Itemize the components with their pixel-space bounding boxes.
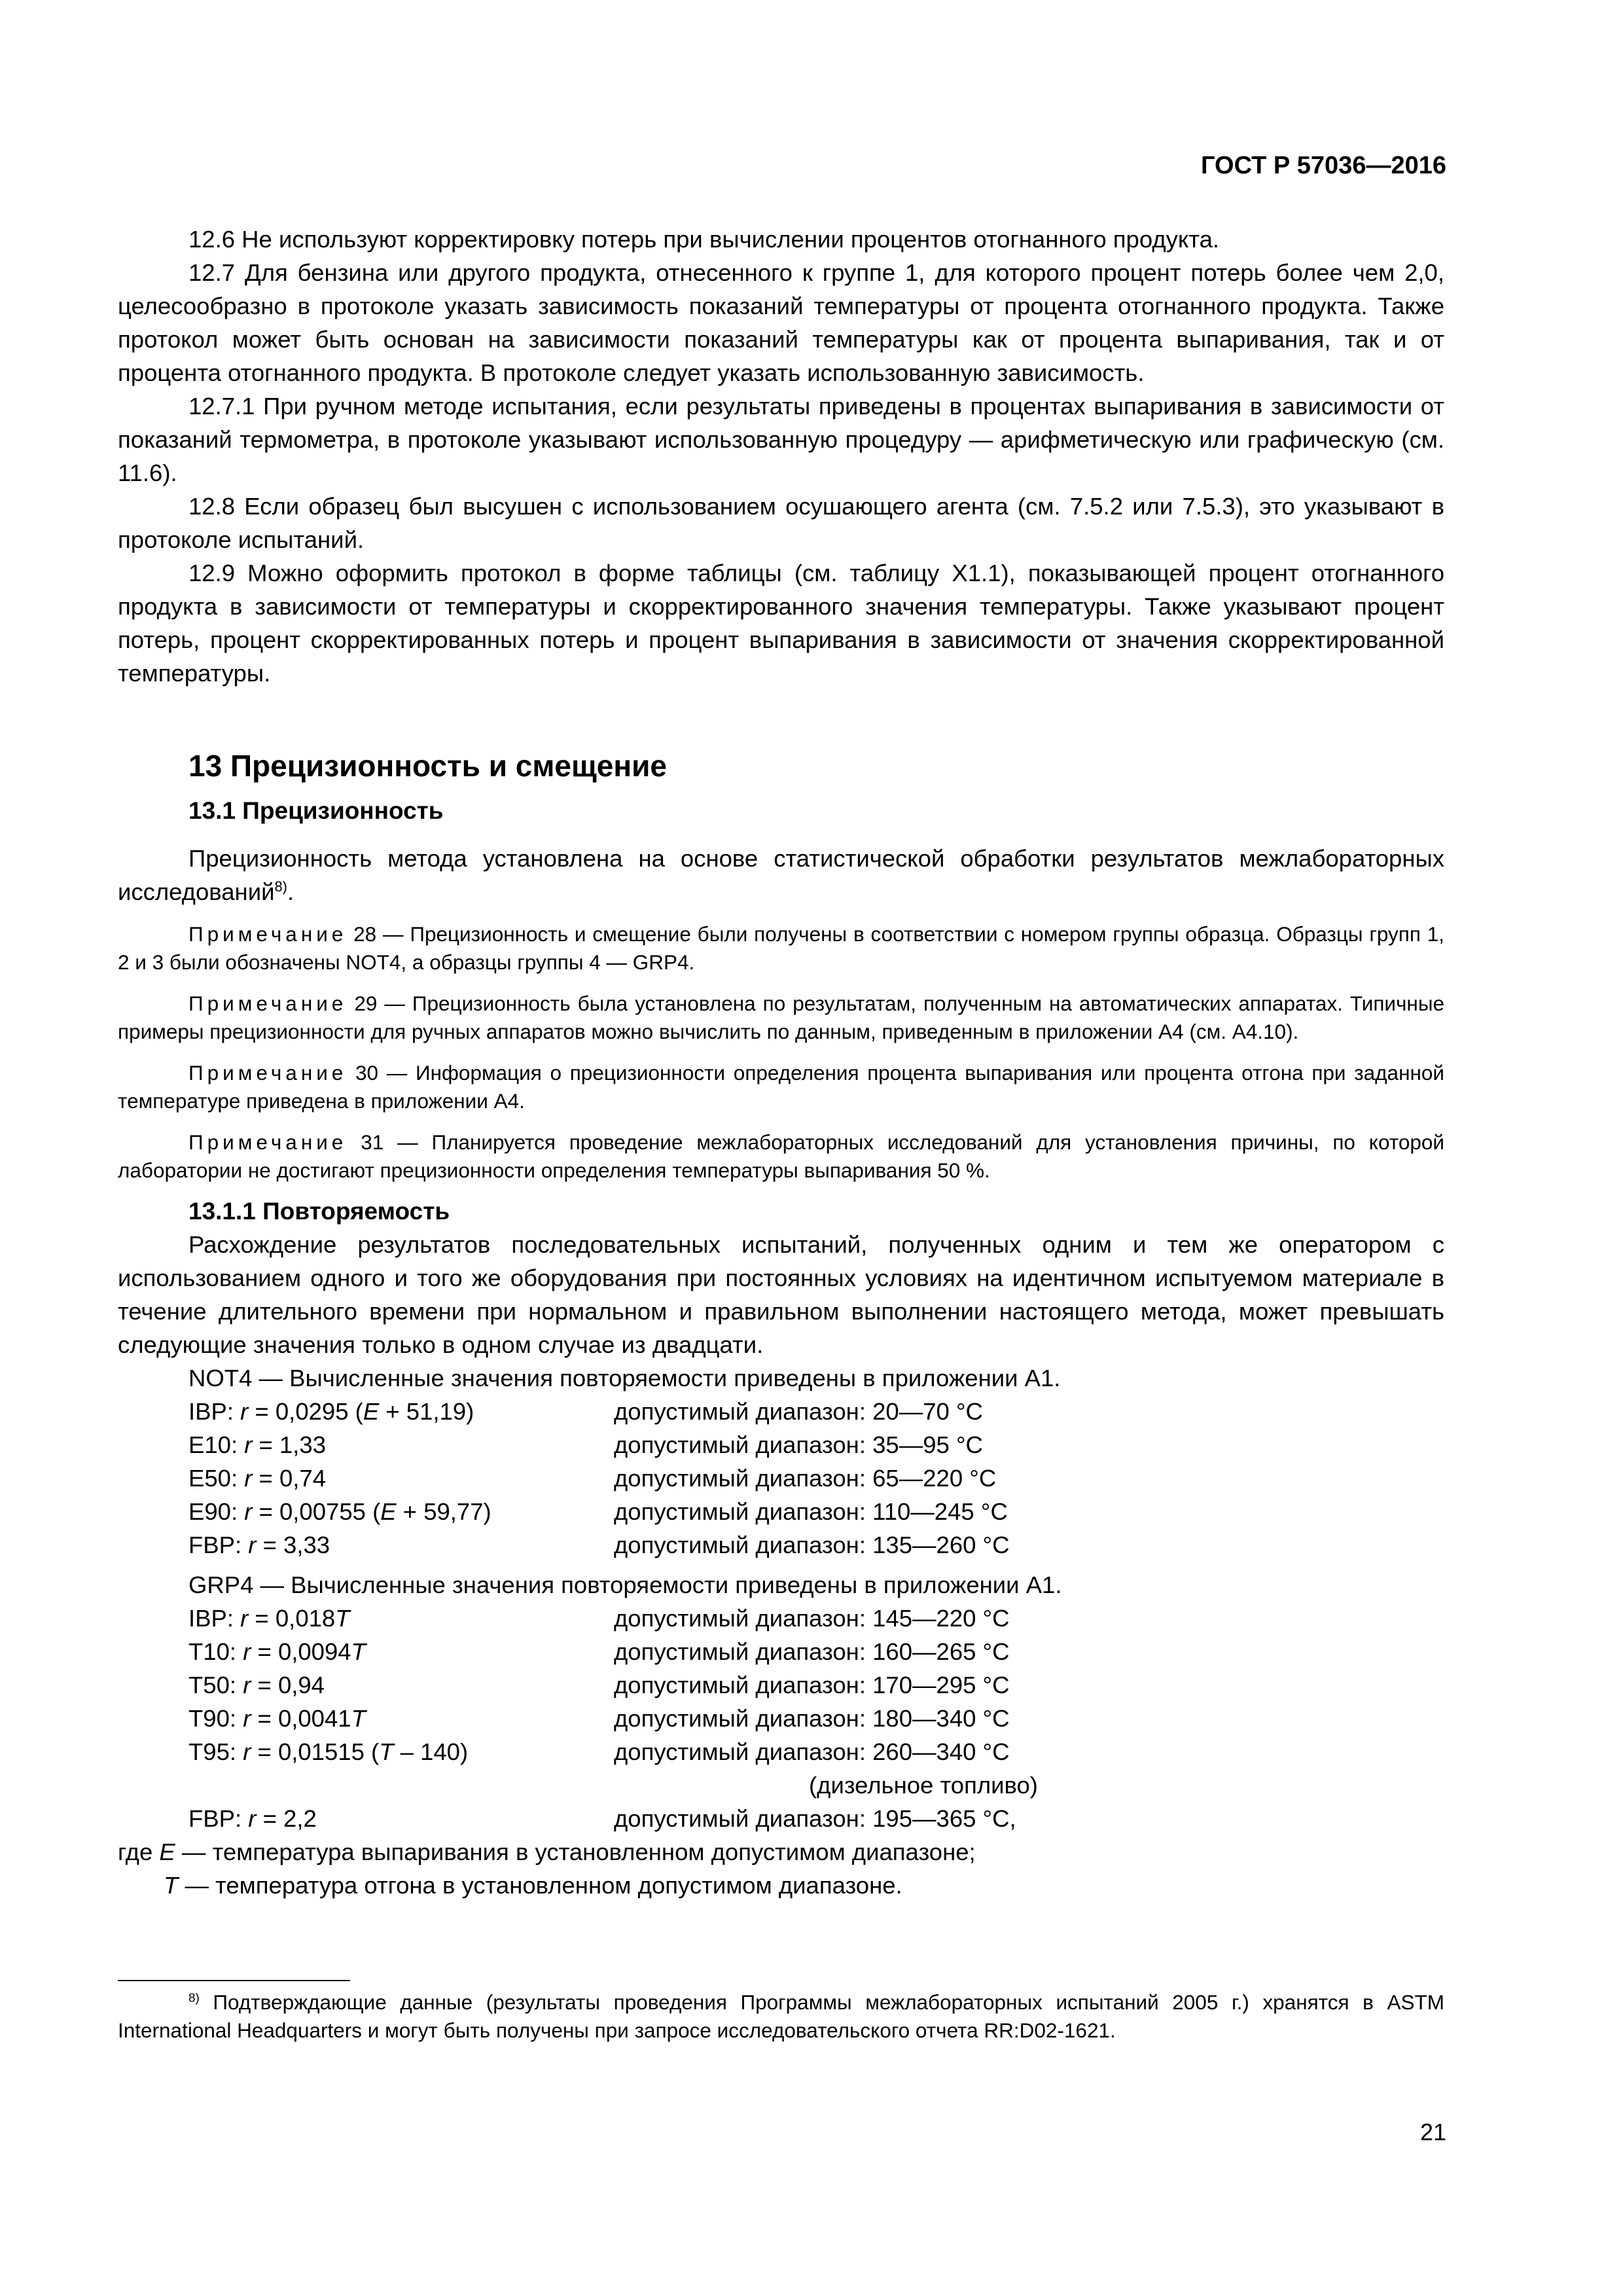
formula-value: = 0,0094: [251, 1638, 351, 1665]
range-text: допустимый диапазон: 65—220 °С: [614, 1465, 997, 1492]
note-text: — Планируется проведение межлабораторных исследований для установления причины, по которой лаборатории не достигают прецизионности определения температуры выпаривания 50 %.: [118, 1130, 1444, 1182]
formula-prefix: IBP:: [188, 1605, 241, 1632]
formula-value: = 0,0295 (: [248, 1398, 363, 1425]
note-word: Примечание: [188, 992, 348, 1015]
formula-r: r: [240, 1398, 249, 1425]
note-number: 29: [354, 992, 378, 1015]
formula-value: = 2,2: [256, 1805, 317, 1832]
formula-label: [118, 1668, 614, 1702]
repeatability-row: [118, 1668, 1444, 1702]
formula-value: = 3,33: [256, 1532, 330, 1558]
repeatability-row: [118, 1395, 1444, 1428]
formula-variable: T: [379, 1738, 394, 1765]
where-t-symbol: T: [164, 1872, 179, 1899]
repeatability-row: [118, 1428, 1444, 1462]
repeatability-row: [118, 1602, 1444, 1635]
formula-variable: T: [351, 1638, 366, 1665]
footnote-mark: 8): [188, 1991, 200, 2005]
note-number: 31: [361, 1130, 384, 1154]
repeatability-text: Расхождение результатов последовательных испытаний, полученных одним и тем же оператором с использованием одного и того же оборудования при постоянных условиях на идентичном испытуемом материале в течение длительного времени при нормальном и правильном выполнении настоящего метода, может превышать следующие значения только в одном случае из двадцати.: [118, 1231, 1444, 1358]
formula-variable: T: [351, 1705, 366, 1732]
formula-suffix: + 51,19): [379, 1398, 474, 1425]
note-text: — Прецизионность была установлена по результатам, полученным на автоматических аппаратах. Типичные примеры прецизионности для ручных аппаратов можно вычислить по данным, приведенным в приложении А4 (см. А4.10).: [118, 992, 1444, 1043]
formula-label: [118, 1495, 614, 1528]
note-29: [118, 990, 1444, 1046]
paragraph-12-8: 12.8 Если образец был высушен с использованием осушающего агента (см. 7.5.2 или 7.5.3), это указывают в протоколе испытаний.: [118, 493, 1444, 553]
formula-variable: T: [335, 1605, 350, 1632]
formula-value: = 0,01515 (: [251, 1738, 380, 1765]
formula-r: r: [243, 1638, 251, 1665]
note-word: Примечание: [188, 1061, 348, 1085]
formula-variable: E: [380, 1498, 397, 1525]
formula-r: r: [243, 1705, 251, 1732]
formula-r: r: [243, 1672, 251, 1698]
paragraph-12-7: 12.7 Для бензина или другого продукта, отнесенного к группе 1, для которого процент потерь более чем 2,0, целесообразно в протоколе указать зависимость показаний температуры от процента отогнанного продукта. Также протокол может быть основан на зависимости показаний температуры как от процента выпаривания, так и от процента отогнанного продукта. В протоколе следует указать использованную зависимость.: [118, 259, 1444, 386]
formula-r: r: [243, 1738, 251, 1765]
formula-label: [118, 1735, 614, 1768]
where-e-symbol: E: [159, 1839, 175, 1865]
range-text: допустимый диапазон: 170—295 °С: [614, 1672, 1010, 1698]
formula-prefix: E90:: [188, 1498, 245, 1525]
repeatability-row: [118, 1462, 1444, 1495]
where-e-line: [118, 1835, 1444, 1869]
formula-label: [118, 1462, 614, 1495]
range-text: допустимый диапазон: 145—220 °С: [614, 1605, 1010, 1632]
fbp-row: [118, 1802, 1444, 1835]
formula-label: [118, 1602, 614, 1635]
t95-continuation: (дизельное топливо): [809, 1772, 1038, 1799]
formula-value: = 0,00755 (: [252, 1498, 381, 1525]
formula-label: [118, 1635, 614, 1668]
range-text: допустимый диапазон: 110—245 °С: [614, 1498, 1008, 1525]
range-text: допустимый диапазон: 160—265 °С: [614, 1638, 1010, 1665]
grp4-heading: GRP4 — Вычисленные значения повторяемости приведены в приложении А1.: [188, 1571, 1062, 1598]
formula-suffix: + 59,77): [396, 1498, 491, 1525]
formula-r: r: [248, 1805, 257, 1832]
formula-prefix: E50:: [188, 1465, 245, 1492]
formula-r: r: [248, 1532, 257, 1558]
section-13: [118, 746, 1444, 1902]
note-text: — Прецизионность и смещение были получены в соответствии с номером группы образца. Образцы групп 1, 2 и 3 были обозначены NOT4, а образцы группы 4 — GRP4.: [118, 922, 1444, 974]
not4-list: [118, 1395, 1444, 1562]
formula-value: = 0,94: [251, 1672, 325, 1698]
formula-prefix: T10:: [188, 1638, 243, 1665]
section-title: 13 Прецизионность и смещение: [188, 749, 668, 783]
precision-intro: [118, 842, 1444, 908]
formula-label: [118, 1395, 614, 1428]
grp4-list: [118, 1602, 1444, 1768]
paragraph-12-7-1: 12.7.1 При ручном методе испытания, если результаты приведены в процентах выпаривания в зависимости от показаний термометра, в протоколе указывают использованную процедуру — арифметическую или графическую (см. 11.6).: [118, 393, 1444, 486]
formula-r: r: [244, 1498, 253, 1525]
precision-intro-text: Прецизионность метода установлена на основе статистической обработки результатов межлабораторных исследований: [118, 845, 1444, 905]
note-30: [118, 1059, 1444, 1115]
formula-prefix: T90:: [188, 1705, 243, 1732]
repeatability-row: [118, 1635, 1444, 1668]
footnote-separator: [118, 1980, 350, 1981]
formula-r: r: [240, 1605, 249, 1632]
formula-label: [118, 1528, 614, 1562]
range-text: допустимый диапазон: 20—70 °С: [614, 1398, 983, 1425]
subsection-13-1-1-title: 13.1.1 Повторяемость: [188, 1198, 450, 1225]
range-text: допустимый диапазон: 260—340 °С: [614, 1738, 1010, 1765]
paragraph-12-6: 12.6 Не используют корректировку потерь при вычислении процентов отогнанного продукта.: [188, 226, 1220, 253]
formula-prefix: T50:: [188, 1672, 243, 1698]
note-number: 28: [353, 922, 377, 946]
footnote-ref: 8): [274, 878, 287, 895]
formula-variable: E: [363, 1398, 380, 1425]
range-text: допустимый диапазон: 135—260 °С: [614, 1532, 1010, 1558]
repeatability-row: [118, 1735, 1444, 1768]
footnote-text: Подтверждающие данные (результаты проведения Программы межлабораторных испытаний 2005 г.) хранятся в ASTM International Headquarters и могут быть получены при запросе исследовательского отчета RR:D02-1621.: [118, 1990, 1444, 2042]
not4-heading: NOT4 — Вычисленные значения повторяемости приведены в приложении А1.: [188, 1365, 1061, 1391]
formula-label: [118, 1428, 614, 1462]
where-word: где: [118, 1839, 160, 1865]
note-word: Примечание: [188, 1130, 348, 1154]
where-t-text: — температура отгона в установленном допустимом диапазоне.: [178, 1872, 902, 1899]
note-word: Примечание: [188, 922, 348, 946]
formula-prefix: T95:: [188, 1738, 243, 1765]
formula-prefix: FBP:: [188, 1805, 249, 1832]
note-31: [118, 1128, 1444, 1185]
formula-label: [118, 1802, 614, 1835]
subsection-13-1-title: 13.1 Прецизионность: [188, 797, 444, 824]
formula-value: = 0,018: [248, 1605, 336, 1632]
where-e-text: — температура выпаривания в установленном допустимом диапазоне;: [175, 1839, 976, 1865]
formula-value: = 1,33: [252, 1431, 327, 1458]
range-text: допустимый диапазон: 180—340 °С: [614, 1705, 1010, 1732]
formula-label: [118, 1702, 614, 1735]
note-28: [118, 920, 1444, 977]
formula-value: = 0,74: [252, 1465, 327, 1492]
note-text: — Информация о прецизионности определения процента выпаривания или процента отгона при заданной температуре приведена в приложении А4.: [118, 1061, 1444, 1113]
page-number: 21: [1419, 2119, 1446, 2145]
where-t-line: [118, 1869, 1444, 1902]
repeatability-row: [118, 1702, 1444, 1735]
paragraph-12-9: 12.9 Можно оформить протокол в форме таблицы (см. таблицу X1.1), показывающей процент отогнанного продукта в зависимости от температуры и скорректированного значения температуры. Также указывают процент потерь, процент скорректированных потерь и процент выпаривания в зависимости от значения скорректированной температуры.: [118, 560, 1444, 687]
range-text: допустимый диапазон: 195—365 °С,: [614, 1805, 1016, 1832]
repeatability-row: [118, 1495, 1444, 1528]
formula-r: r: [244, 1431, 253, 1458]
formula-suffix: – 140): [393, 1738, 469, 1765]
section-12-text: [118, 223, 1444, 690]
formula-prefix: E10:: [188, 1431, 245, 1458]
formula-prefix: FBP:: [188, 1532, 249, 1558]
formula-prefix: IBP:: [188, 1398, 241, 1425]
range-text: допустимый диапазон: 35—95 °С: [614, 1431, 983, 1458]
repeatability-row: [118, 1528, 1444, 1562]
footnote: [118, 1988, 1444, 2045]
precision-intro-end: .: [287, 878, 294, 905]
formula-value: = 0,0041: [251, 1705, 351, 1732]
standard-header: ГОСТ Р 57036—2016: [1201, 152, 1446, 179]
note-number: 30: [355, 1061, 379, 1085]
formula-r: r: [244, 1465, 253, 1492]
